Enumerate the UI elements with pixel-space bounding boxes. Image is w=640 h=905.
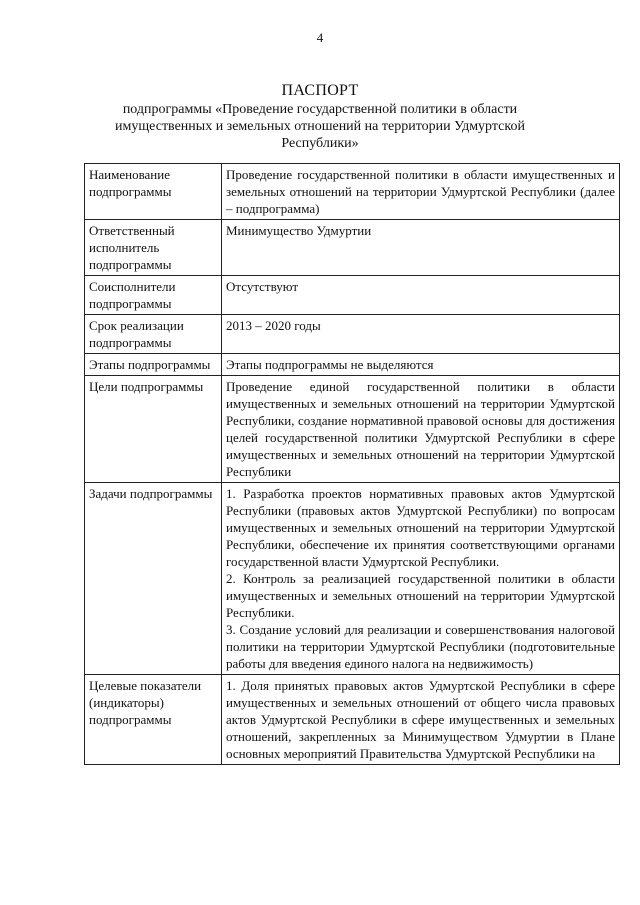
row-value: Проведение государственной политики в области имущественных и земельных отношений на территории Удмуртской Республики (далее – подпрограмма) [222, 164, 620, 220]
page-number: 4 [316, 30, 324, 45]
row-value: 2013 – 2020 годы [222, 315, 620, 354]
task-item: 3. Создание условий для реализации и совершенствования налоговой политики на территории Удмуртской Республики (подготовительные работы для введения единого налога на недвижимость) [226, 622, 615, 671]
row-label: Соисполнители подпрограммы [85, 276, 222, 315]
task-item: 2. Контроль за реализацией государственной политики в области имущественных и земельных отношений на территории Удмуртской Республики. [226, 571, 615, 620]
row-value: Проведение единой государственной политики в области имущественных и земельных отношений на территории Удмуртской Республики, создание нормативной правовой основы для достижения целей государственной политики Удмуртской Республики в сфере имущественных и земельных отношений на территории Удмуртской Республики [222, 376, 620, 483]
row-label: Цели подпрограммы [85, 376, 222, 483]
row-value: Этапы подпрограммы не выделяются [222, 354, 620, 376]
table-row [85, 675, 620, 765]
row-value: Минимущество Удмуртии [222, 220, 620, 276]
row-value: 1. Доля принятых правовых актов Удмуртской Республики в сфере имущественных и земельных отношений от общего числа правовых актов Удмуртской Республики в сфере имущественных и земельных отношений, закрепленных за Минимуществом Удмуртии в Плане основных мероприятий Правительства Удмуртской Республики на [222, 675, 620, 765]
table-row [85, 483, 620, 675]
row-value-list [222, 483, 620, 675]
page-subtitle: подпрограммы «Проведение государственной политики в области имущественных и земельных отношений на территории Удмуртской Республики» [115, 102, 525, 151]
table-row [85, 376, 620, 483]
row-value: Отсутствуют [222, 276, 620, 315]
row-label: Наименование подпрограммы [85, 164, 222, 220]
task-item: 1. Разработка проектов нормативных правовых актов Удмуртской Республики (правовых актов Удмуртской Республики) по вопросам имущественных и земельных отношений на территории Удмуртской Республики, обеспечение их принятия соответствующими органами государственной власти Удмуртской Республики. [226, 486, 615, 569]
table-row [85, 354, 620, 376]
table-row [85, 164, 620, 220]
row-label: Ответственный исполнитель подпрограммы [85, 220, 222, 276]
row-label: Целевые показатели (индикаторы) подпрограммы [85, 675, 222, 765]
page-title: ПАСПОРТ [281, 82, 359, 99]
row-label: Срок реализации подпрограммы [85, 315, 222, 354]
row-label: Задачи подпрограммы [85, 483, 222, 675]
table-row [85, 315, 620, 354]
passport-heading [110, 82, 530, 152]
row-label: Этапы подпрограммы [85, 354, 222, 376]
passport-table [84, 163, 620, 765]
table-row [85, 220, 620, 276]
table-row [85, 276, 620, 315]
